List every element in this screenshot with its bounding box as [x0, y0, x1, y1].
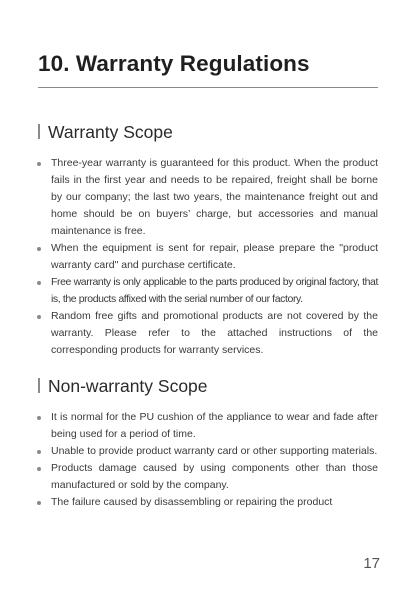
- bullet-icon: [37, 467, 41, 471]
- bullet-icon: [37, 281, 41, 285]
- title-divider: [38, 87, 378, 88]
- list-item-text: The failure caused by disassembling or repairing the product: [51, 496, 333, 508]
- list-item: [36, 409, 378, 443]
- list-item: [36, 155, 378, 240]
- heading-accent-bar: [38, 378, 40, 393]
- page-title: 10. Warranty Regulations: [38, 51, 310, 76]
- list-item-text: Unable to provide product warranty card or other supporting materials.: [51, 445, 378, 457]
- bullet-icon: [37, 162, 41, 166]
- list-item: [36, 460, 378, 494]
- section-heading-text: Warranty Scope: [48, 122, 173, 142]
- list-item: [36, 443, 378, 460]
- section-heading-text: Non-warranty Scope: [48, 376, 208, 396]
- list-item: [36, 240, 378, 274]
- list-item: [36, 308, 378, 359]
- list-item-text: It is normal for the PU cushion of the appliance to wear and fade after being used for a period of time.: [51, 411, 378, 440]
- bullet-icon: [37, 450, 41, 454]
- list-item-text: When the equipment is sent for repair, please prepare the "product warranty card" and purchase certificate.: [51, 242, 378, 271]
- page-number: 17: [363, 555, 380, 572]
- warranty-scope-list: [36, 155, 378, 359]
- bullet-icon: [37, 247, 41, 251]
- heading-accent-bar: [38, 124, 40, 139]
- non-warranty-scope-list: [36, 409, 378, 511]
- bullet-icon: [37, 315, 41, 319]
- list-item-text: Three-year warranty is guaranteed for this product. When the product fails in the first year and needs to be repaired, freight shall be borne by our company; the last two years, the maintenance freight out and home should be on buyers’ charge, but accessories and manual maintenance is free.: [51, 157, 378, 237]
- list-item-text: Products damage caused by using components other than those manufactured or sold by the company.: [51, 462, 378, 491]
- section-heading-warranty-scope: [38, 122, 173, 143]
- list-item-text: Random free gifts and promotional products are not covered by the warranty. Please refer to the attached instructions of the corresponding products for warranty services.: [51, 310, 378, 356]
- list-item: [36, 274, 378, 308]
- section-heading-non-warranty-scope: [38, 376, 208, 397]
- list-item: [36, 494, 378, 511]
- bullet-icon: [37, 501, 41, 505]
- list-item-text: Free warranty is only applicable to the parts produced by original factory, that is, the products affixed with the serial number of our factory.: [51, 276, 378, 305]
- bullet-icon: [37, 416, 41, 420]
